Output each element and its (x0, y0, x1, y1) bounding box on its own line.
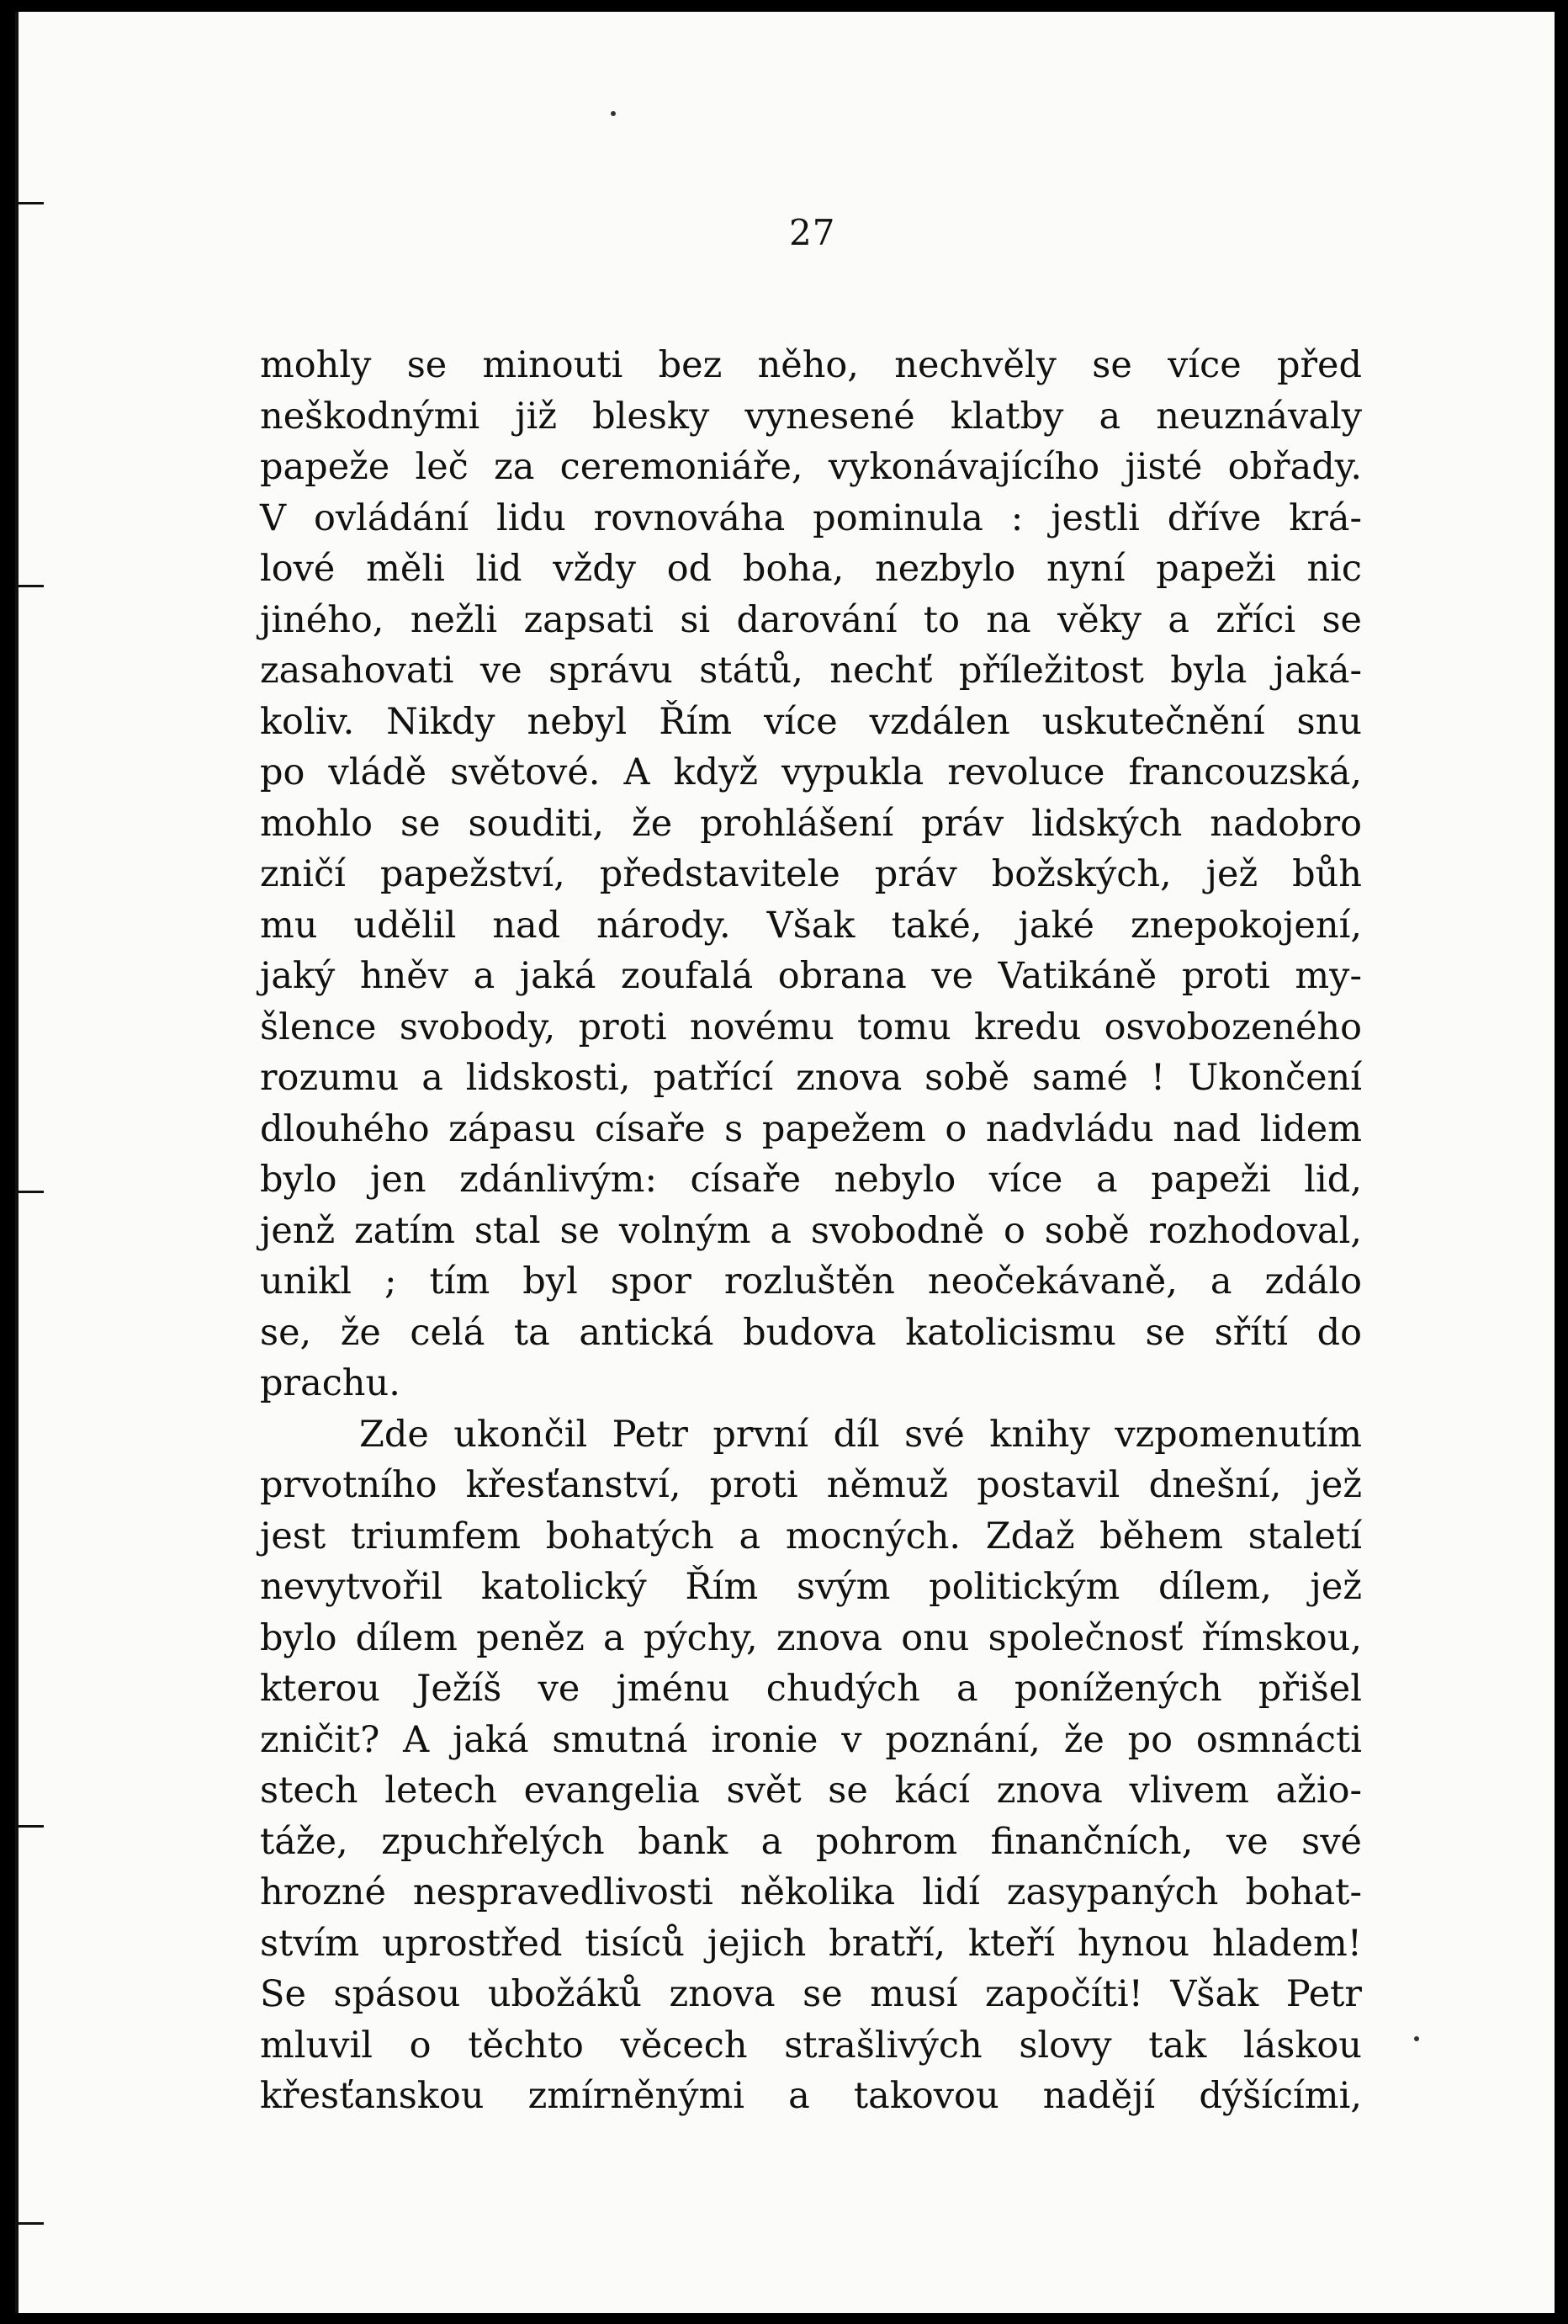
text-line: rozumu a lidskosti, patřící znova sobě samé ! Ukončení (260, 1057, 1362, 1099)
text-line: unikl ; tím byl spor rozluštěn neočekávaně, a zdálo (260, 1260, 1362, 1303)
margin-tick (15, 1191, 44, 1193)
text-line: jaký hněv a jaká zoufalá obrana ve Vatikáně proti my- (260, 955, 1362, 997)
left-binding-edge (15, 12, 19, 2313)
text-line: Se spásou ubožáků znova se musí započíti! Však Petr (260, 1973, 1362, 2015)
text-line: zasahovati ve správu států, nechť příležitost byla jaká- (260, 650, 1362, 692)
scanned-book-page (15, 12, 1555, 2313)
body-text (260, 340, 1362, 2122)
text-line: zničí papežství, představitele práv božských, jež bůh (260, 853, 1362, 895)
text-line: křesťanskou zmírněnými a takovou nadějí dýšícími, (260, 2075, 1362, 2117)
text-line: koliv. Nikdy nebyl Řím více vzdálen uskutečnění snu (260, 700, 1362, 743)
text-line: hrozné nespravedlivosti několika lidí zasypaných bohat- (260, 1871, 1362, 1913)
text-line: nevytvořil katolický Řím svým politickým dílem, jež (260, 1566, 1362, 1608)
text-line: stech letech evangelia svět se kácí znova vlivem ažio- (260, 1770, 1362, 1812)
print-speck (611, 111, 616, 116)
text-line: mohlo se souditi, že prohlášení práv lidských nadobro (260, 802, 1362, 845)
paragraph-start-line: Zde ukončil Petr první díl své knihy vzpomenutím (359, 1413, 1362, 1456)
margin-tick (15, 1825, 44, 1828)
margin-tick (15, 585, 44, 587)
text-line: papeže leč za ceremoniáře, vykonávajícího jisté obřady. (260, 446, 1362, 488)
text-line: stvím uprostřed tisíců jejich bratří, kteří hynou hladem! (260, 1922, 1362, 1965)
text-line: se, že celá ta antická budova katolicismu se sřítí do (260, 1311, 1362, 1354)
text-line: V ovládání lidu rovnováha pominula : jestli dříve krá- (260, 496, 1362, 539)
margin-tick (15, 2222, 44, 2225)
text-line: bylo dílem peněz a pýchy, znova onu společnosť římskou, (260, 1616, 1362, 1659)
text-line: mohly se minouti bez něho, nechvěly se více před (260, 344, 1362, 386)
page-number: 27 (789, 212, 836, 253)
paragraph-end-line: prachu. (260, 1362, 400, 1404)
text-line: lové měli lid vždy od boha, nezbylo nyní papeži nic (260, 548, 1362, 590)
text-line: šlence svobody, proti novému tomu kredu osvobozeného (260, 1005, 1362, 1048)
text-line: jenž zatím stal se volným a svobodně o sobě rozhodoval, (260, 1209, 1362, 1252)
margin-tick (15, 202, 44, 204)
text-line: kterou Ježíš ve jménu chudých a ponížených přišel (260, 1668, 1362, 1710)
text-line: zničit? A jaká smutná ironie v poznání, že po osmnácti (260, 1718, 1362, 1761)
text-line: mluvil o těchto věcech strašlivých slovy tak láskou (260, 2024, 1362, 2067)
text-line: mu udělil nad národy. Však také, jaké znepokojení, (260, 904, 1362, 947)
text-line: jiného, nežli zapsati si darování to na věky a zříci se (260, 598, 1362, 641)
print-speck (1414, 2036, 1419, 2041)
text-line: bylo jen zdánlivým: císaře nebylo více a papeži lid, (260, 1159, 1362, 1201)
text-line: jest triumfem bohatých a mocných. Zdaž během staletí (260, 1515, 1362, 1557)
text-line: dlouhého zápasu císaře s papežem o nadvládu nad lidem (260, 1107, 1362, 1150)
text-line: táže, zpuchřelých bank a pohrom finančních, ve své (260, 1820, 1362, 1863)
text-line: neškodnými již blesky vynesené klatby a neuznávaly (260, 395, 1362, 438)
text-line: po vládě světové. A když vypukla revoluce francouzská, (260, 751, 1362, 793)
text-line: prvotního křesťanství, proti němuž postavil dnešní, jež (260, 1464, 1362, 1506)
